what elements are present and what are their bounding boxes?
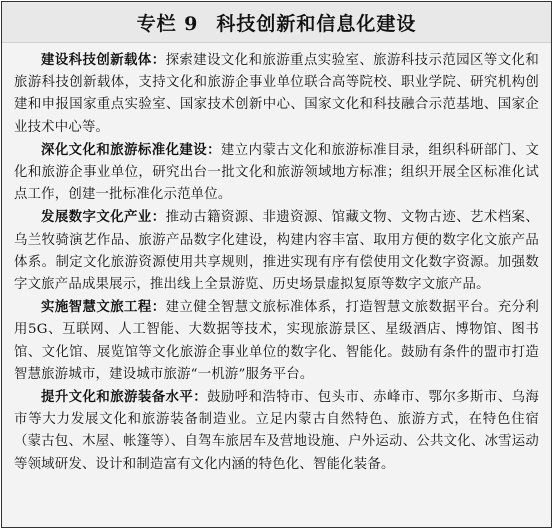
paragraph-lead: 建设科技创新载体： [41, 52, 166, 68]
column-header [2, 2, 551, 43]
column-box [1, 1, 552, 528]
paragraph-equipment [14, 386, 539, 476]
paragraph-lead: 实施智慧文旅工程： [41, 299, 166, 316]
paragraph-lead: 提升文化和旅游装备水平： [41, 389, 208, 406]
paragraph-standardization [14, 139, 539, 207]
paragraph-digital-culture [14, 206, 539, 296]
paragraph-text: 推动古籍资源、非遗资源、馆藏文物、文物古迹、艺术档案、乌兰牧骑演艺作品、旅游产品数字化建设，构建内容丰富、取用方便的数字化文旅产品体系。制定文化旅游资源使用共享规则，推进实现有序有偿使用文化数字资源。加强数字文旅产品成果展示，推出线上全景游览、历史场景虚拟复原等数字文旅产品。 [14, 210, 539, 293]
paragraph-text: 鼓励呼和浩特市、包头市、赤峰市、鄂尔多斯市、乌海市等大力发展文化和旅游装备制造业。立足内蒙古自然特色、旅游方式，在特色住宿（蒙古包、木屋、帐篷等）、自驾车旅居车及营地设施、户外运动、公共文化、冰雪运动等领域研发、设计和制造富有文化内涵的特色化、智能化装备。 [14, 390, 539, 472]
paragraph-lead: 发展数字文化产业： [41, 209, 166, 226]
column-number: 专栏 9 [136, 12, 199, 35]
paragraph-innovation-carriers [14, 49, 539, 139]
paragraph-text: 建立健全智慧文旅标准体系，打造智慧文旅数据平台。充分利用5G、互联网、人工智能、大数据等技术，实现旅游景区、星级酒店、博物馆、图书馆、文化馆、展览馆等文化旅游企事业单位的数字化、智能化。鼓励有条件的盟市打造智慧旅游城市，建设城市旅游“一机游”服务平台。 [14, 300, 539, 382]
paragraph-text: 探索建设文化和旅游重点实验室、旅游科技示范园区等文化和旅游科技创新载体，支持文化和旅游企事业单位联合高等院校、职业学院、研究机构创建和申报国家重点实验室、国家技术创新中心、国家文化和科技融合示范基地、国家企业技术中心等。 [14, 53, 539, 135]
paragraph-text: 建立内蒙古文化和旅游标准目录，组织科研部门、文化和旅游企事业单位，研究出台一批文化和旅游领域地方标准；组织开展全区标准化试点工作，创建一批标准化示范单位。 [14, 142, 539, 203]
paragraph-lead: 深化文化和旅游标准化建设： [41, 141, 221, 158]
column-title: 科技创新和信息化建设 [216, 12, 417, 35]
column-content [2, 43, 551, 476]
paragraph-smart-tourism [14, 296, 539, 386]
